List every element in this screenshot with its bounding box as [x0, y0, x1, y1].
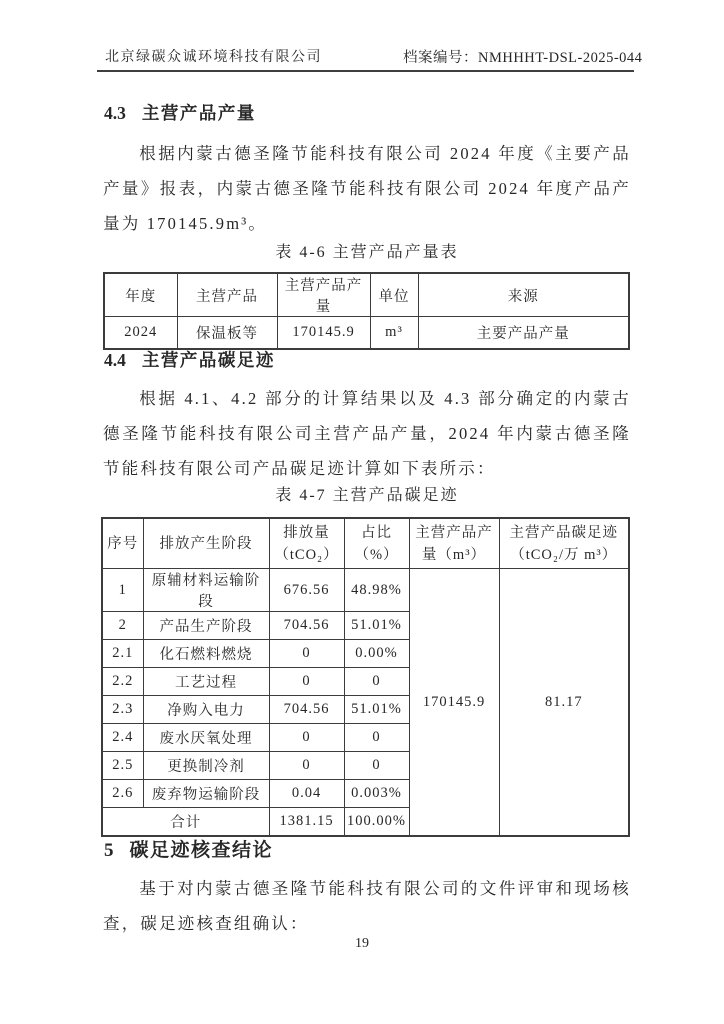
- section-4-3-number: 4.3: [104, 103, 126, 123]
- column-header: 排放产生阶段: [143, 518, 269, 569]
- section-4-4-number: 4.4: [104, 350, 126, 370]
- cell-stage: 化石燃料燃烧: [143, 640, 269, 668]
- table-row: [102, 569, 629, 612]
- cell-stage: 工艺过程: [143, 668, 269, 696]
- column-header: 主营产品: [177, 273, 277, 317]
- cell-emission: 704.56: [269, 612, 344, 640]
- table-4-7-header-row: [102, 518, 629, 569]
- column-header: 占比（%）: [344, 518, 409, 569]
- cell-no: 2.1: [102, 640, 143, 668]
- cell-no: 2.6: [102, 780, 143, 808]
- cell-output: 170145.9: [277, 317, 370, 350]
- column-header: 年度: [104, 273, 177, 317]
- cell-stage: 废弃物运输阶段: [143, 780, 269, 808]
- column-header: 单位: [370, 273, 418, 317]
- cell-share: 0: [344, 668, 409, 696]
- header-rule: [97, 70, 634, 72]
- table-4-6: [103, 272, 630, 350]
- cell-total-label: 合计: [102, 808, 269, 837]
- cell-emission: 0: [269, 752, 344, 780]
- header-doc-number: 档案编号：NMHHHT-DSL-2025-044: [403, 50, 643, 66]
- table-4-7: [101, 517, 630, 837]
- column-header: 主营产品碳足迹（tCO₂/万 m³）: [499, 518, 629, 569]
- section-4-3-title: 主营产品产量: [141, 103, 256, 123]
- cell-stage: 产品生产阶段: [143, 612, 269, 640]
- cell-total-share: 100.00%: [344, 808, 409, 837]
- column-header: 序号: [102, 518, 143, 569]
- cell-product-output-merged: 170145.9: [409, 569, 499, 837]
- cell-emission: 0: [269, 724, 344, 752]
- cell-footprint-merged: 81.17: [499, 569, 629, 837]
- section-5-heading: [104, 835, 273, 862]
- cell-emission: 0.04: [269, 780, 344, 808]
- column-header: 来源: [418, 273, 629, 317]
- cell-no: 1: [102, 569, 143, 612]
- cell-source: 主要产品产量: [418, 317, 629, 350]
- cell-no: 2.4: [102, 724, 143, 752]
- column-header: 排放量（tCO₂）: [269, 518, 344, 569]
- section-5-number: 5: [104, 840, 114, 861]
- page-number: 19: [355, 936, 369, 951]
- section-4-3-paragraph: 根据内蒙古德圣隆节能科技有限公司 2024 年度《主要产品产量》报表，内蒙古德圣隆节能科技有限公司 2024 年度产品产量为 170145.9m³。: [103, 144, 631, 233]
- header-company-name: 北京绿碳众诚环境科技有限公司: [105, 50, 322, 65]
- table-row: [104, 317, 629, 350]
- table-4-6-header-row: [104, 273, 629, 317]
- section-4-4-title: 主营产品碳足迹: [141, 350, 275, 370]
- cell-emission: 0: [269, 640, 344, 668]
- cell-no: 2: [102, 612, 143, 640]
- section-4-4-heading: [104, 347, 275, 372]
- cell-no: 2.5: [102, 752, 143, 780]
- section-5-title: 碳足迹核查结论: [129, 840, 274, 861]
- cell-stage: 原辅材料运输阶段: [143, 569, 269, 612]
- cell-year: 2024: [104, 317, 177, 350]
- cell-share: 51.01%: [344, 612, 409, 640]
- cell-stage: 净购入电力: [143, 696, 269, 724]
- table-4-7-caption: 表 4-7 主营产品碳足迹: [275, 487, 459, 504]
- cell-share: 0: [344, 752, 409, 780]
- table-4-6-caption: 表 4-6 主营产品产量表: [275, 244, 459, 261]
- cell-product: 保温板等: [177, 317, 277, 350]
- cell-no: 2.3: [102, 696, 143, 724]
- cell-share: 0.003%: [344, 780, 409, 808]
- section-4-4-paragraph: 根据 4.1、4.2 部分的计算结果以及 4.3 部分确定的内蒙古德圣隆节能科技有限公司主营产品产量，2024 年内蒙古德圣隆节能科技有限公司产品碳足迹计算如下表所示：: [103, 389, 631, 478]
- cell-emission: 676.56: [269, 569, 344, 612]
- cell-emission: 0: [269, 668, 344, 696]
- cell-unit: m³: [370, 317, 418, 350]
- column-header: 主营产品产量（m³）: [409, 518, 499, 569]
- cell-stage: 更换制冷剂: [143, 752, 269, 780]
- cell-no: 2.2: [102, 668, 143, 696]
- cell-emission: 704.56: [269, 696, 344, 724]
- cell-share: 51.01%: [344, 696, 409, 724]
- cell-share: 0: [344, 724, 409, 752]
- column-header: 主营产品产量: [277, 273, 370, 317]
- cell-stage: 废水厌氧处理: [143, 724, 269, 752]
- cell-share: 48.98%: [344, 569, 409, 612]
- section-4-3-heading: [104, 100, 256, 125]
- section-5-paragraph: 基于对内蒙古德圣隆节能科技有限公司的文件评审和现场核查，碳足迹核查组确认：: [103, 879, 631, 933]
- cell-share: 0.00%: [344, 640, 409, 668]
- cell-total-emission: 1381.15: [269, 808, 344, 837]
